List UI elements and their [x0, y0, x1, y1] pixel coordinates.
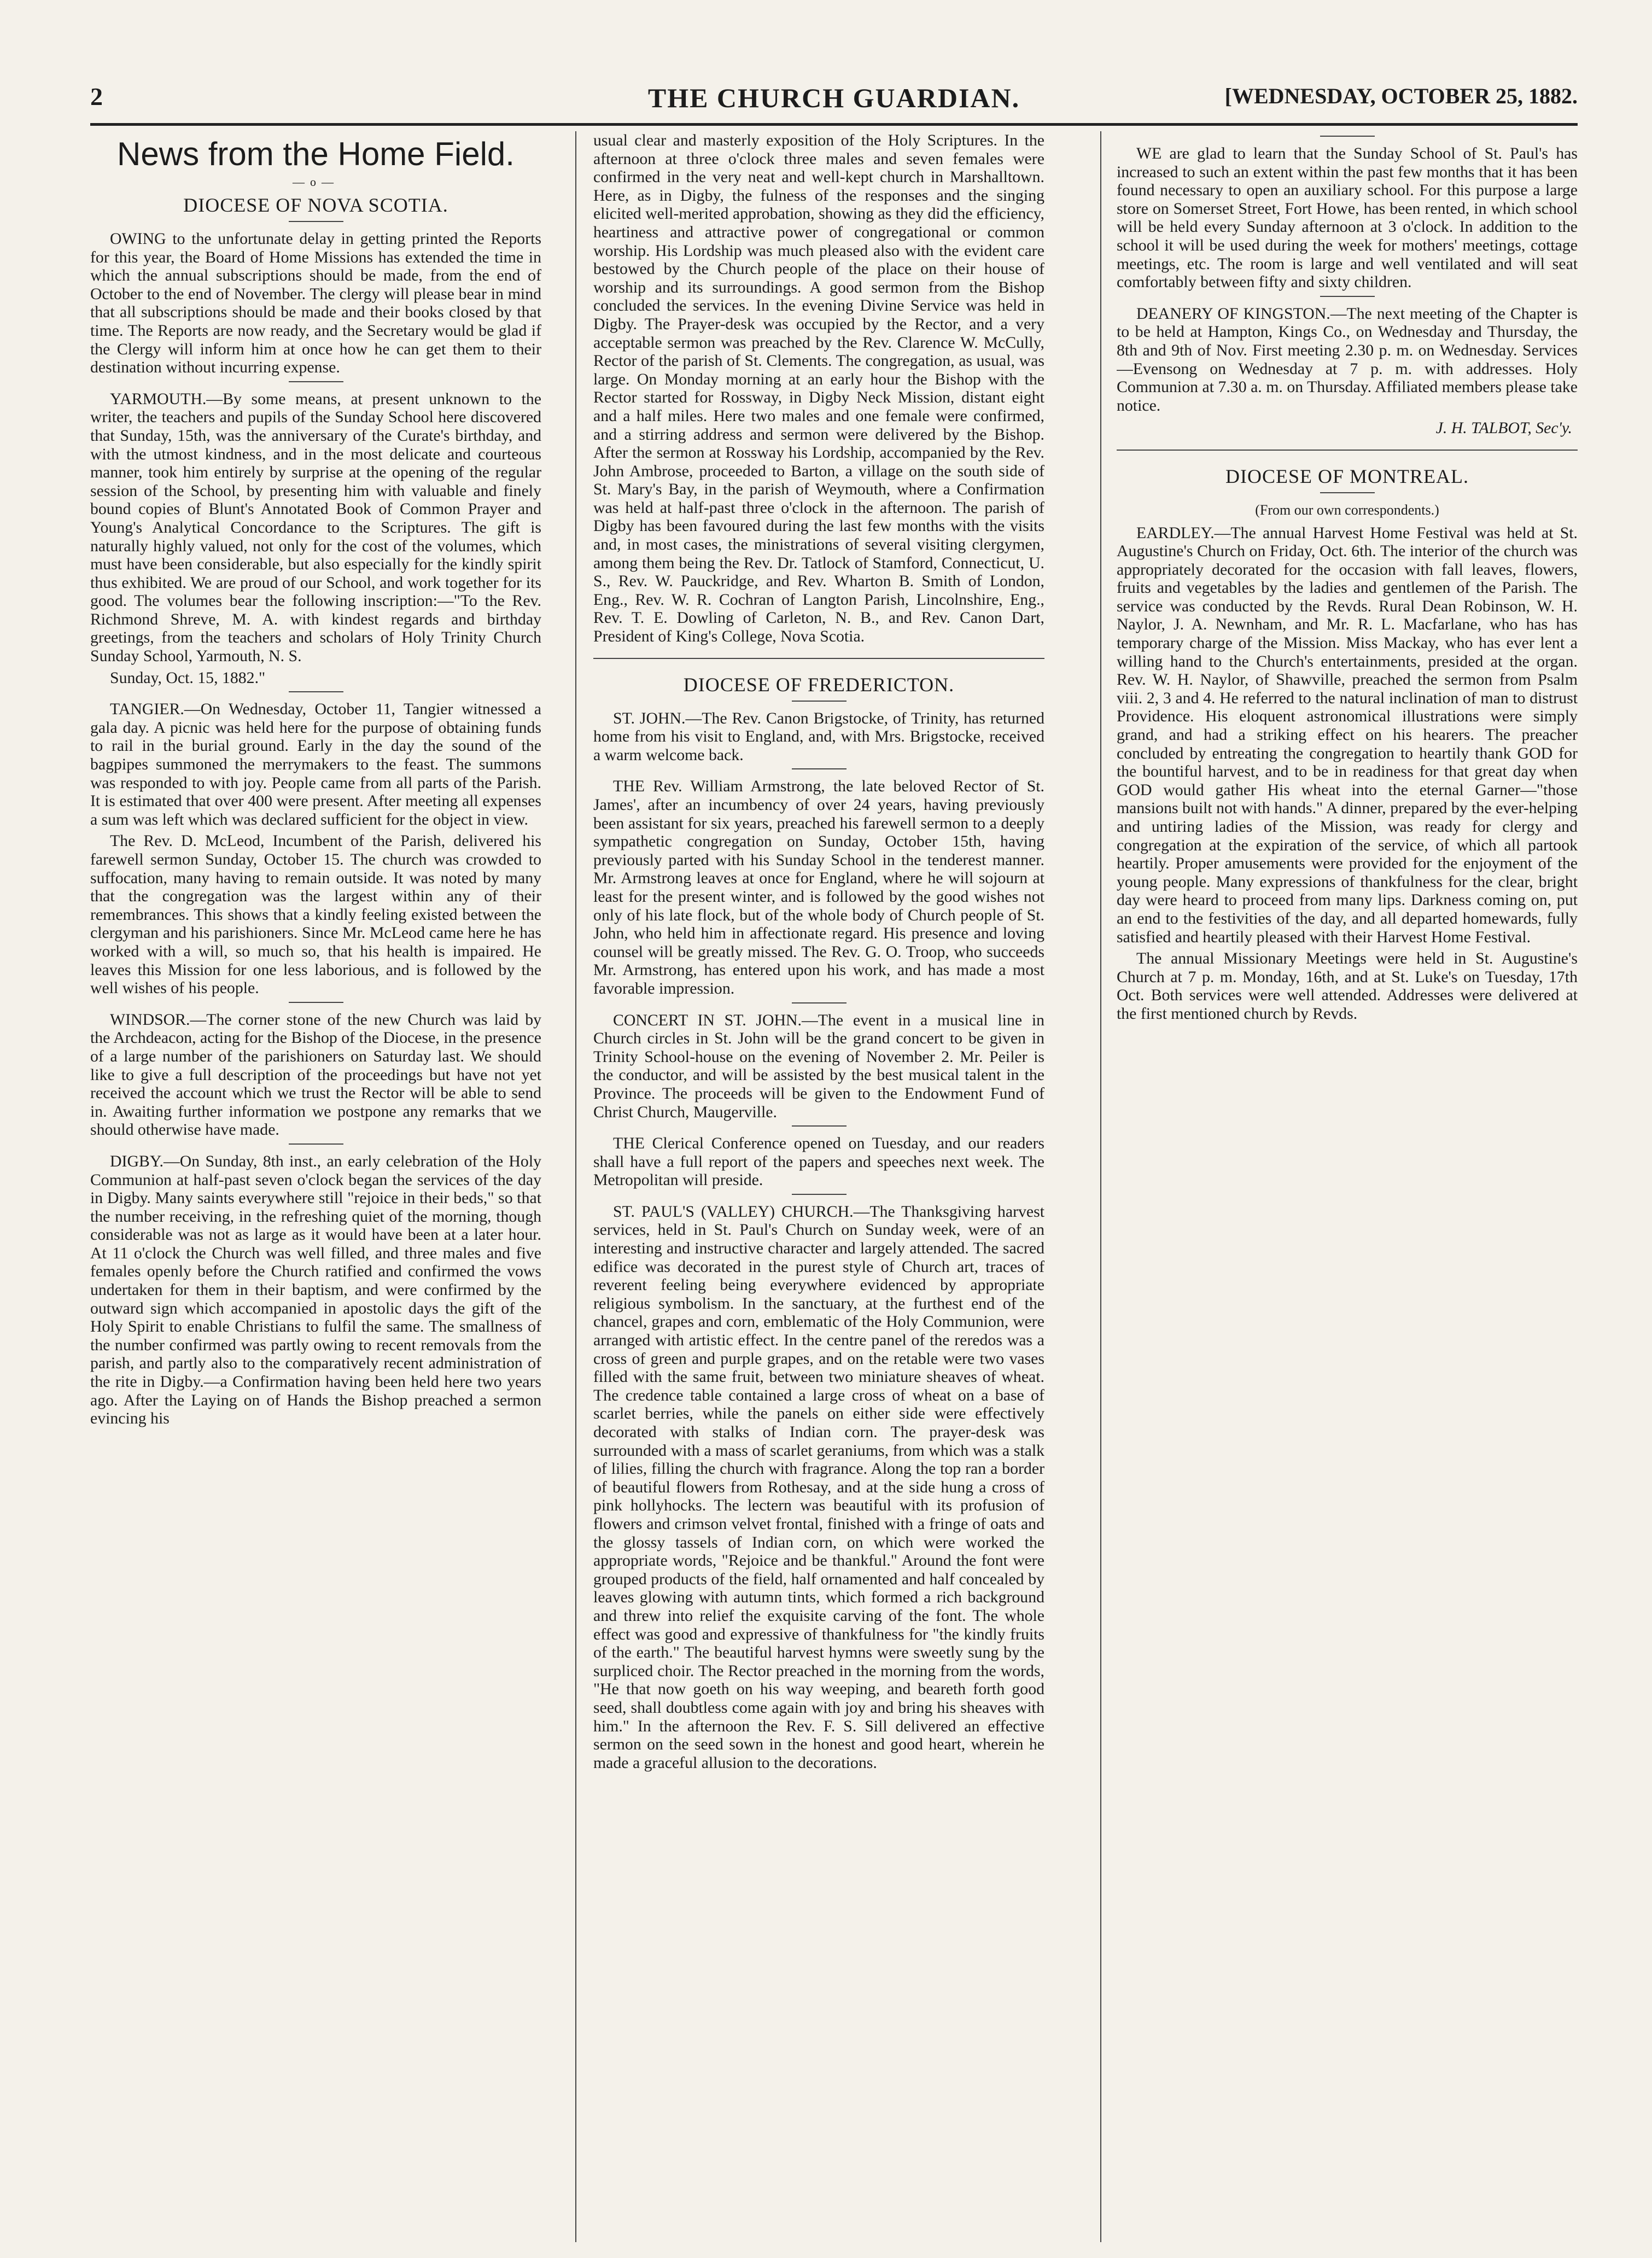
article-tangier: TANGIER.—On Wednesday, October 11, Tangier witnessed a gala day. A picnic was held here for the purpose of obtaining funds to rail in the burial ground. Early in the day the sound of the bagpipes summoned the merrymakers to the feast. The summons was responded to with joy. People came from all parts of the Parish. It is estimated that over 400 were present. After meeting all expenses a sum was left which was declared sufficient for the object in view. [90, 700, 541, 828]
section-title: News from the Home Field. [117, 136, 515, 172]
separator [1320, 296, 1375, 297]
article-clerical-conference: THE Clerical Conference opened on Tuesday, and our readers shall have a full report of the papers and speeches next week. The Metropolitan will preside. [593, 1134, 1044, 1189]
newspaper-title: THE CHURCH GUARDIAN. [647, 83, 1020, 113]
separator [792, 701, 847, 702]
article-windsor: WINDSOR.—The corner stone of the new Church was laid by the Archdeacon, acting for the Bishop of the Diocese, in the presence of a large number of the parishioners on Saturday last. We should like to give a full description of the proceedings but have not yet received the account which we trust the Rector will be able to send in. Awaiting further information we postpone any remarks that we should otherwise have made. [90, 1010, 541, 1139]
article-st-pauls: ST. PAUL'S (VALLEY) CHURCH.—The Thanksgiving harvest services, held in St. Paul's Church on Sunday week, were of an interesting and instructive character and largely attended. The sacred edifice was decorated in the purest style of Church art, traces of reverent feeling being everywhere evidenced by appropriate religious symbolism. In the sanctuary, at the furthest end of the chancel, grapes and corn, emblematic of the Holy Communion, were arranged with artistic effect. In the centre panel of the reredos was a cross of green and purple grapes, and on the retable were two vases filled with the same fruit, between two miniature sheaves of wheat. The credence table contained a large cross of wheat on a base of scarlet berries, while the panels on either side were effectively decorated with stalks of Indian corn. The prayer-desk was surrounded with a mass of scarlet geraniums, from which was a stalk of lilies, filling the church with fragrance. Along the top ran a border of beautiful flowers from Rothesay, and at the side hung a cross of pink hollyhocks. The lectern was beautiful with its profusion of flowers and crimson velvet frontal, finished with a fringe of oats and the glossy tassels of Indian corn, on which were worked the appropriate words, "Rejoice and be thankful." Around the font were grouped products of the field, half ornamented and half concealed by leaves glowing with autumn tints, which formed a rich background and threw into relief the exquisite carving of the font. The whole effect was good and expressive of thankfulness for "the kindly fruits of the earth." The beautiful harvest hymns were sweetly sung by the surpliced choir. The Rector preached in the morning from the words, "He that now goeth on his way weeping, and beareth forth good seed, shall doubtless come again with joy and bring his sheaves with him." In the afternoon the Rev. F. S. Sill delivered an effective sermon on the seed sown in the honest and good heart, wherein he made a graceful allusion to the decorations. [593, 1202, 1044, 1772]
article-sunday-school: WE are glad to learn that the Sunday School of St. Paul's has increased to such an extent within the past few months that it has been found necessary to open an auxiliary school. For this purpose a large store on Somerset Street, Fort Howe, has been rented, in which school will be held every Sunday afternoon at 3 o'clock. In addition to the school it will be used during the week for mothers' meetings, cottage meetings, etc. The room is large and well ventilated and will seat comfortably between fifty and sixty children. [1117, 144, 1578, 291]
article-concert: CONCERT IN ST. JOHN.—The event in a musical line in Church circles in St. John will be the grand concert to be given in Trinity School-house on the evening of November 2. Mr. Peiler is the conductor, and will be assisted by the best musical talent in the Province. The proceeds will be given to the Endowment Fund of Christ Church, Maugerville. [593, 1011, 1044, 1121]
signature-talbot: J. H. TALBOT, Sec'y. [1435, 419, 1572, 437]
article-kingston: DEANERY OF KINGSTON.—The next meeting of the Chapter is to be held at Hampton, Kings Co., on Wednesday and Thursday, the 8th and 9th of Nov. First meeting 2.30 p. m. on Wednesday. Services—Evensong on Wednesday at 7 p. m. with addresses. Holy Communion at 7.30 a. m. on Thursday. Affiliated members please take notice. [1117, 304, 1578, 415]
separator [1320, 136, 1375, 137]
article-yarmouth-date: Sunday, Oct. 15, 1882." [110, 668, 266, 687]
issue-date: [WEDNESDAY, OCTOBER 25, 1882. [1224, 84, 1578, 108]
article-missionary-meetings: The annual Missionary Meetings were held in St. Augustine's Church at 7 p. m. Monday, 16th, and at St. Luke's on Tuesday, 17th Oct. Both services were well attended. Addresses were delivered at the first mentioned church by Revds. [1117, 949, 1578, 1023]
article-digby: DIGBY.—On Sunday, 8th inst., an early celebration of the Holy Communion at half-past seven o'clock began the services of the day in Digby. Many saints everywhere still "rejoice in their beds," so that the number receiving, in the refreshing quiet of the morning, though considerable was not as large as it would have been at a later hour. At 11 o'clock the Church was well filled, and three males and five females openly before the Church ratified and confirmed the vows undertaken for them in their baptism, and were confirmed by the outward sign which accompanied in apostolic days the gift of the Holy Spirit to enable Christians to fulfil the same. The smallness of the number confirmed was partly owing to recent removals from the parish, and partly also to the comparatively recent administration of the rite in Digby.—a Confirmation having been held here two years ago. After the Laying on of Hands the Bishop preached a sermon evincing his [90, 1152, 541, 1428]
separator [792, 1002, 847, 1003]
correspondents-note: (From our own correspondents.) [1255, 501, 1439, 518]
diocese-heading-montreal: DIOCESE OF MONTREAL. [1225, 465, 1469, 487]
separator [289, 381, 343, 382]
article-st-john: ST. JOHN.—The Rev. Canon Brigstocke, of Trinity, has returned home from his visit to England, and, with Mrs. Brigstocke, received a warm welcome back. [593, 709, 1044, 764]
column-2 [593, 131, 1044, 2242]
section-rule [1117, 450, 1578, 451]
separator [289, 691, 343, 692]
separator [289, 221, 343, 222]
separator [289, 1002, 343, 1003]
separator [792, 1125, 847, 1127]
article-digby-cont: usual clear and masterly exposition of the Holy Scriptures. In the afternoon at three o'clock three males and seven females were confirmed in the very neat and well-kept church in Marshalltown. Here, as in Digby, the fulness of the responses and the singing elicited well-merited approbation, showing as they did the efficiency, heartiness and attractive power of congregational or common worship. His Lordship was much pleased also with the evident care bestowed by the Church people of the place on their house of worship and its surroundings. A good sermon from the Bishop concluded the services. In the evening Divine Service was held in Digby. The Prayer-desk was occupied by the Rector, and a very acceptable sermon was preached by the Rev. Clarence W. McCully, Rector of the parish of St. Clements. The congregation, as usual, was large. On Monday morning at an early hour the Bishop with the Rector started for Rossway, in Digby Neck Mission, distant eight and a half miles. Here two males and one female were confirmed, and a stirring address and sermon were delivered by the Bishop. After the sermon at Rossway his Lordship, accompanied by the Rev. John Ambrose, proceeded to Barton, a village on the south side of St. Mary's Bay, in the parish of Weymouth, where a Confirmation was held at half-past three o'clock in the afternoon. The parish of Digby has been favoured during the last few months with the visits and, in most cases, the ministrations of several visiting clergymen, among them being the Rev. Dr. Tatlock of Stamford, Connecticut, U. S., Rev. W. Pauckridge, and Rev. Wharton B. Smith of London, Eng., Rev. W. R. Cochran of Langton Parish, Lincolnshire, Eng., Rev. T. E. Dowling of Carleton, N. B., and Rev. Canon Dart, President of King's College, Nova Scotia. [593, 131, 1044, 646]
separator [1320, 492, 1375, 493]
article-tangier-cont: The Rev. D. McLeod, Incumbent of the Parish, delivered his farewell sermon Sunday, October 15. The church was crowded to suffocation, many having to remain outside. It was noted by many that the congregation was the largest within any of their remembrances. This shows that a kindly feeling existed between the clergyman and his parishioners. Since Mr. McLeod came here he has worked with a will, so much so, that his health is impaired. He leaves this Mission for one less laborious, and is followed by the well wishes of his people. [90, 832, 541, 997]
ornament: —o— [293, 175, 339, 189]
article-armstrong: THE Rev. William Armstrong, the late beloved Rector of St. James', after an incumbency of over 24 years, having previously been assistant for six years, preached his farewell sermon to a deeply sympathetic congregation on Sunday, October 15th, having previously parted with his Sunday School in the tenderest manner. Mr. Armstrong leaves at once for England, where he will sojourn at least for the present winter, and is followed by the good wishes not only of his late flock, but of the whole body of Church people of St. John, who held him in affectionate regard. His presence and loving counsel will be greatly missed. The Rev. G. O. Troop, who succeeds Mr. Armstrong, has entered upon his work, and has made a most favorable impression. [593, 777, 1044, 997]
masthead [90, 82, 1578, 120]
separator [289, 1143, 343, 1145]
article-eardley: EARDLEY.—The annual Harvest Home Festival was held at St. Augustine's Church on Friday, Oct. 6th. The interior of the church was appropriately decorated for the occasion with fall leaves, flowers, fruits and vegetables by the ladies and gentlemen of the Parish. The service was conducted by the Revds. Rural Dean Robinson, W. H. Naylor, J. A. Newnham, and Mr. R. L. Macfarlane, who has has temporary charge of the Mission. Miss Mackay, who has ever lent a willing hand to the Church's entertainments, presided at the organ. Rev. W. H. Naylor, of Shawville, preached the sermon from Psalm viii. 2, 3 and 4. He referred to the natural inclination of man to distrust Providence. His eloquent astronomical illustrations were simply grand, and had a striking effect on his hearers. The preacher concluded by entreating the congregation to heartily thank GOD for the bountiful harvest, and to be in readiness for that great day when GOD would gather His wheat into the eternal Garner—"those mansions built not with hands." A dinner, prepared by the ever-helping and untiring ladies of the Mission, was ready for clergy and congregation at the expiration of the service, of which all partook heartily. Proper amusements were provided for the enjoyment of the young people. Many expressions of thankfulness for the clear, bright day were heard to proceed from many lips. Darkness coming on, put an end to the festivities of the day, and all departed homewards, fully satisfied and heartily pleased with their Harvest Home Festival. [1117, 523, 1578, 946]
article-intro: OWING to the unfortunate delay in getting printed the Reports for this year, the Board of Home Missions has extended the time in which the annual subscriptions should be made, from the end of October to the end of November. The clergy will please bear in mind that all subscriptions should be made and their books closed by that time. The Reports are now ready, and the Secretary would be glad if the Clergy will inform him at once how he can get them to their destination without incurring expense. [90, 230, 541, 377]
article-yarmouth: YARMOUTH.—By some means, at present unknown to the writer, the teachers and pupils of the Sunday School here discovered that Sunday, 15th, was the anniversary of the Curate's birthday, and with the utmost kindness, and in the most delicate and courteous manner, took him entirely by surprise at the opening of the regular session of the School, by presenting him with valuable and finely bound copies of Blunt's Annotated Book of Common Prayer and Young's Analytical Concordance to the Scriptures. The gift is naturally highly valued, not only for the cost of the volumes, which must have been considerable, but also especially for the kindly spirit thus exhibited. We are proud of our School, and work together for its good. The volumes bear the following inscription:—"To the Rev. Richmond Shreve, M. A. with kindest regards and birthday greetings, from the teachers and scholars of Holy Trinity Church Sunday School, Yarmouth, N. S. [90, 389, 541, 666]
diocese-heading-fredericton: DIOCESE OF FREDERICTON. [683, 673, 955, 696]
column-3 [1117, 131, 1578, 2242]
page-number: 2 [90, 83, 103, 110]
masthead-rule [90, 123, 1578, 126]
separator [792, 1194, 847, 1195]
diocese-heading-nova-scotia: DIOCESE OF NOVA SCOTIA. [183, 194, 448, 216]
separator [792, 768, 847, 769]
column-divider [575, 131, 576, 2242]
column-divider [1100, 131, 1101, 2242]
section-rule [593, 658, 1044, 659]
column-1 [90, 131, 541, 2242]
